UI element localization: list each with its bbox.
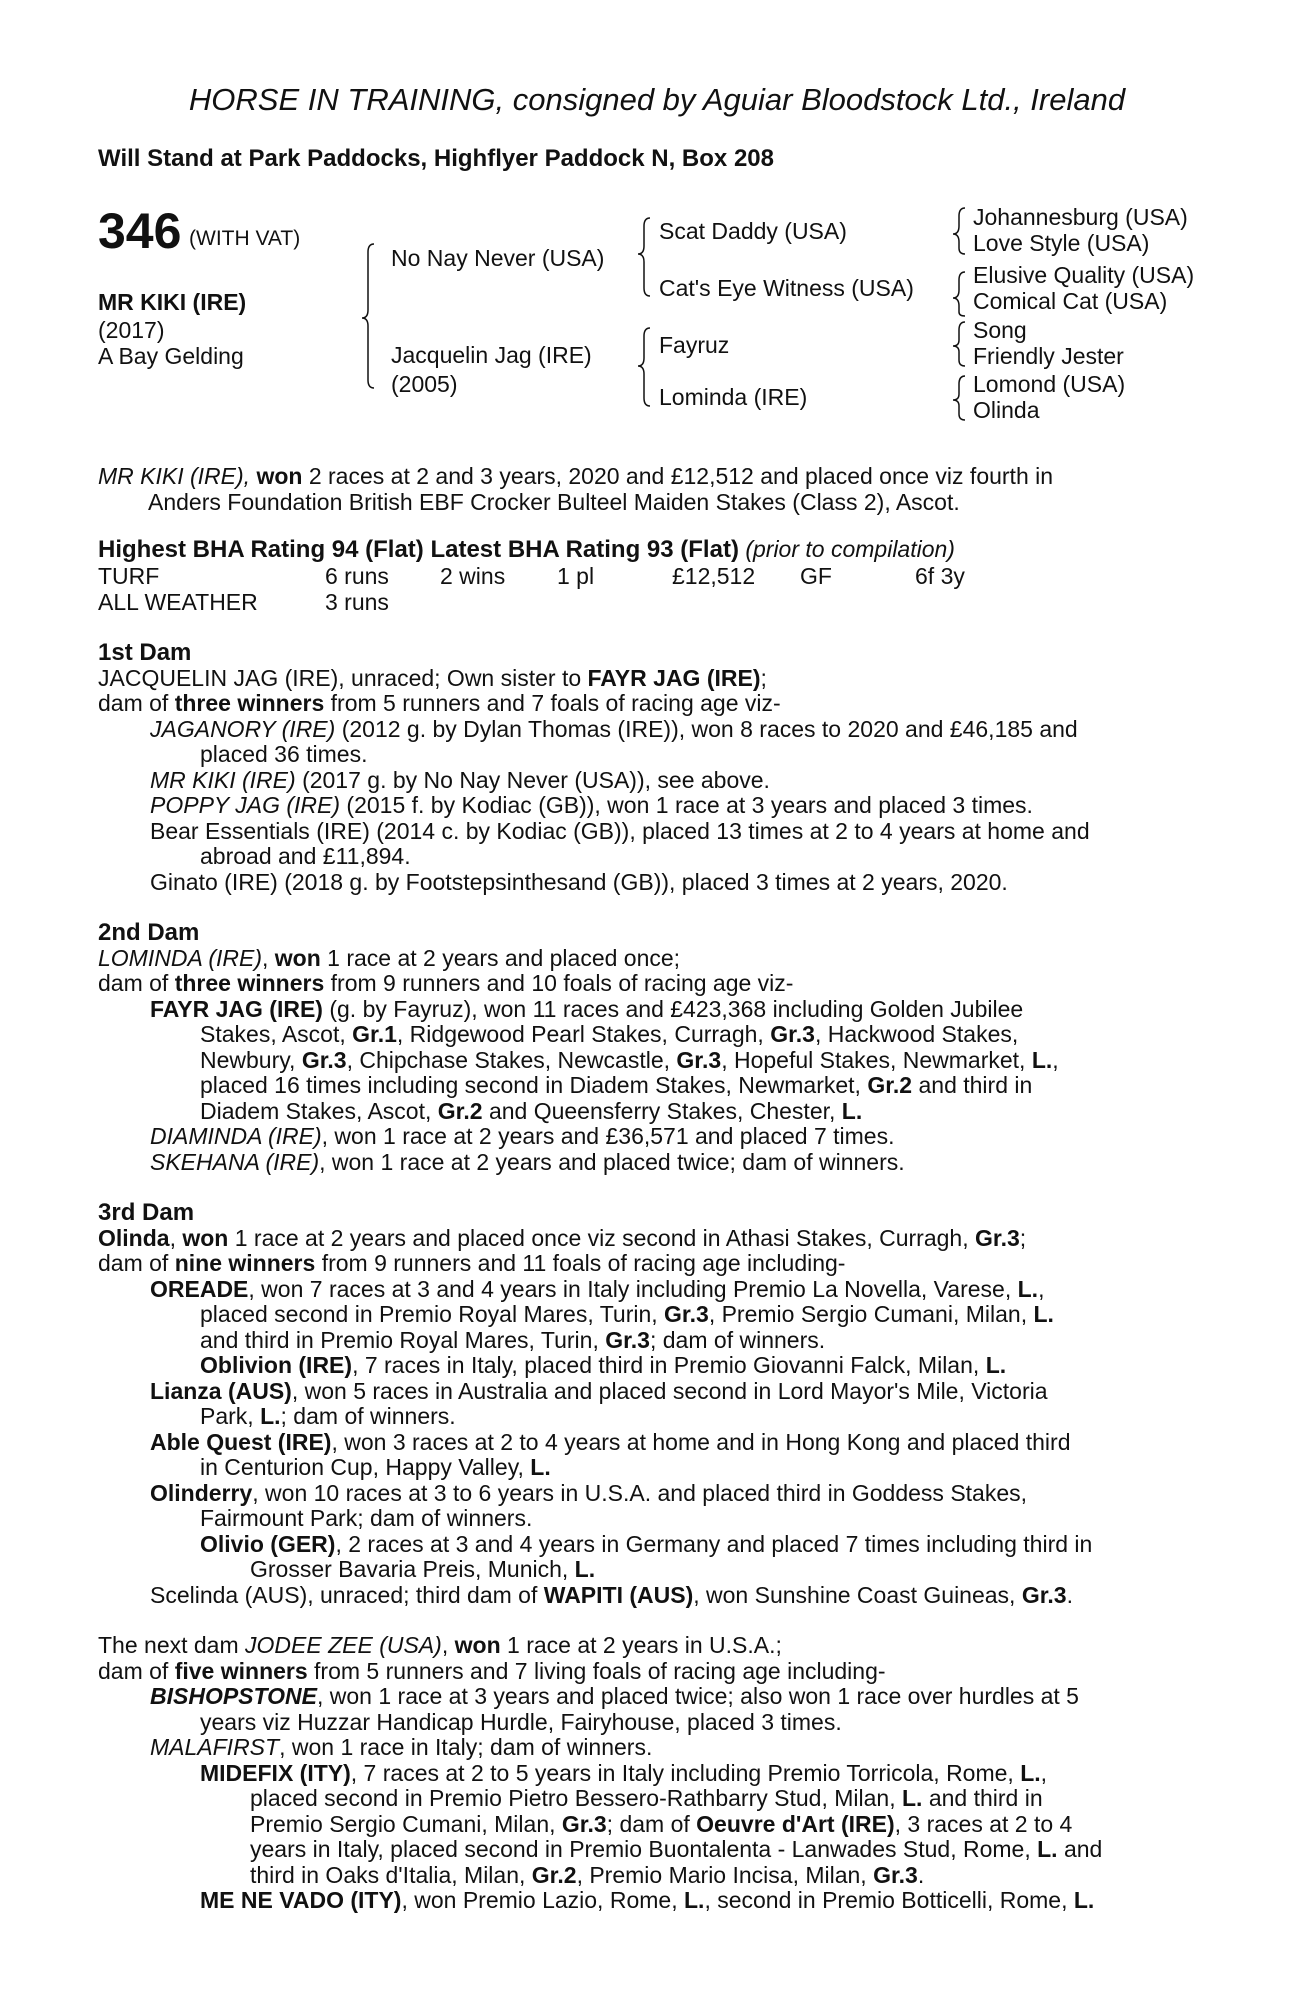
vat-note: (WITH VAT): [189, 227, 301, 250]
ancestor-2: Love Style (USA): [973, 230, 1150, 256]
page-title: HORSE IN TRAINING, consigned by Aguiar Bloodstock Ltd., Ireland: [188, 82, 1126, 117]
rating-row-money: £12,512: [672, 563, 756, 589]
rating-row-runs: 6 runs: [325, 563, 389, 589]
ancestor-3: Elusive Quality (USA): [973, 262, 1195, 288]
second-dam-section: 2nd Dam LOMINDA (IRE), won 1 race at 2 years and placed once; dam of three winners from 9 runners and 10 foals of racing age viz- FAYR JAG (IRE) (g. by Fayruz), won 11 races and £423,368 including Golden Jubilee Stakes, Ascot, Gr.1, Ridgewood Pearl Stakes, Curragh, Gr.3, Hackwood Stakes, Newbury, Gr.3, Chipchase Stakes, Newcastle, Gr.3, Hopeful Stakes, Newmarket, L., placed 16 times including second in Diadem Stakes, Newmarket, Gr.2 and third in Diadem Stakes, Ascot, Gr.2 and Queensferry Stakes, Chester, L. DIAMINDA (IRE), won 1 race at 2 years and £36,571 and placed 7 times. SKEHANA (IRE), won 1 race at 2 years and placed twice; dam of winners.: [98, 920, 1200, 1175]
ancestor-6: Friendly Jester: [973, 343, 1124, 369]
stand-location: Will Stand at Park Paddocks, Highflyer Paddock N, Box 208: [98, 145, 774, 172]
section-heading: 1st Dam: [98, 639, 192, 666]
ancestor-4: Comical Cat (USA): [973, 288, 1168, 314]
dam: Jacquelin Jag (IRE): [391, 342, 592, 368]
rating-heading: Highest BHA Rating 94 (Flat) Latest BHA Rating 93 (Flat): [98, 536, 739, 563]
section-heading: 3rd Dam: [98, 1199, 195, 1226]
horse-year: (2017): [98, 317, 165, 343]
rating-section: Highest BHA Rating 94 (Flat) Latest BHA Rating 93 (Flat) (prior to compilation): [98, 536, 955, 563]
lot-number: 346: [98, 203, 182, 259]
dam-year: (2005): [391, 371, 458, 397]
ancestor-5: Song: [973, 317, 1027, 343]
first-dam-section: 1st Dam JACQUELIN JAG (IRE), unraced; Own sister to FAYR JAG (IRE); dam of three winners from 5 runners and 7 foals of racing age viz- JAGANORY (IRE) (2012 g. by Dylan Thomas (IRE)), won 8 races to 2020 and £46,185 and placed 36 times. MR KIKI (IRE) (2017 g. by No Nay Never (USA)), see above. POPPY JAG (IRE) (2015 f. by Kodiac (GB)), won 1 race at 3 years and placed 3 times. Bear Essentials (IRE) (2014 c. by Kodiac (GB)), placed 13 times at 2 to 4 years at home and abroad and £11,894. Ginato (IRE) (2018 g. by Footstepsinthesand (GB)), placed 3 times at 2 years, 2020.: [98, 640, 1200, 895]
rating-row-distance: 6f 3y: [915, 563, 965, 589]
ancestor-7: Lomond (USA): [973, 371, 1126, 397]
third-dam-section: 3rd Dam Olinda, won 1 race at 2 years and placed once viz second in Athasi Stakes, Curragh, Gr.3; dam of nine winners from 9 runners and 11 foals of racing age including- OREADE, won 7 races at 3 and 4 years in Italy including Premio La Novella, Varese, L., placed second in Premio Royal Mares, Turin, Gr.3, Premio Sergio Cumani, Milan, L. and third in Premio Royal Mares, Turin, Gr.3; dam of winners. Oblivion (IRE), 7 races in Italy, placed third in Premio Giovanni Falck, Milan, L. Lianza (AUS), won 5 races in Australia and placed second in Lord Mayor's Mile, Victoria Park, L.; dam of winners. Able Quest (IRE), won 3 races at 2 to 4 years at home and in Hong Kong and placed third in Centurion Cup, Happy Valley, L. Olinderry, won 10 races at 3 to 6 years in U.S.A. and placed third in Goddess Stakes, Fairmount Park; dam of winners. Olivio (GER), 2 races at 3 and 4 years in Germany and placed 7 times including third in Grosser Bavaria Preis, Munich, L. Scelinda (AUS), unraced; third dam of WAPITI (AUS), won Sunshine Coast Guineas, Gr.3.: [98, 1200, 1200, 1608]
rating-row-placed: 1 pl: [557, 563, 595, 589]
next-dam-section: The next dam JODEE ZEE (USA), won 1 race at 2 years in U.S.A.; dam of five winners from 5 runners and 7 living foals of racing age including- BISHOPSTONE, won 1 race at 3 years and placed twice; also won 1 race over hurdles at 5 years viz Huzzar Handicap Hurdle, Fairyhouse, placed 3 times. MALAFIRST, won 1 race in Italy; dam of winners. MIDEFIX (ITY), 7 races at 2 to 5 years in Italy including Premio Torricola, Rome, L., placed second in Premio Pietro Bessero-Rathbarry Stud, Milan, L. and third in Premio Sergio Cumani, Milan, Gr.3; dam of Oeuvre d'Art (IRE), 3 races at 2 to 4 years in Italy, placed second in Premio Buontalenta - Lanwades Stud, Rome, L. and third in Oaks d'Italia, Milan, Gr.2, Premio Mario Incisa, Milan, Gr.3. ME NE VADO (ITY), won Premio Lazio, Rome, L., second in Premio Botticelli, Rome, L.: [98, 1632, 1103, 1913]
dam-sire: Fayruz: [659, 332, 730, 358]
ancestor-1: Johannesburg (USA): [973, 204, 1188, 230]
sire-sire: Scat Daddy (USA): [659, 218, 847, 244]
rating-row-runs: 3 runs: [325, 589, 389, 615]
rating-row-going: GF: [800, 563, 832, 589]
ancestor-8: Olinda: [973, 397, 1040, 423]
race-summary: MR KIKI (IRE), won 2 races at 2 and 3 years, 2020 and £12,512 and placed once viz fourth in Anders Foundation British EBF Crocker Bulteel Maiden Stakes (Class 2), Ascot.: [98, 463, 1054, 515]
rating-row-surface: TURF: [98, 563, 160, 589]
section-heading: 2nd Dam: [98, 919, 200, 946]
sire-dam: Cat's Eye Witness (USA): [659, 275, 914, 301]
sire: No Nay Never (USA): [391, 245, 605, 271]
rating-row-wins: 2 wins: [440, 563, 506, 589]
dam-dam: Lominda (IRE): [659, 384, 808, 410]
horse-name: MR KIKI (IRE): [98, 289, 247, 315]
horse-description: A Bay Gelding: [98, 343, 244, 369]
rating-row-surface: ALL WEATHER: [98, 589, 258, 615]
